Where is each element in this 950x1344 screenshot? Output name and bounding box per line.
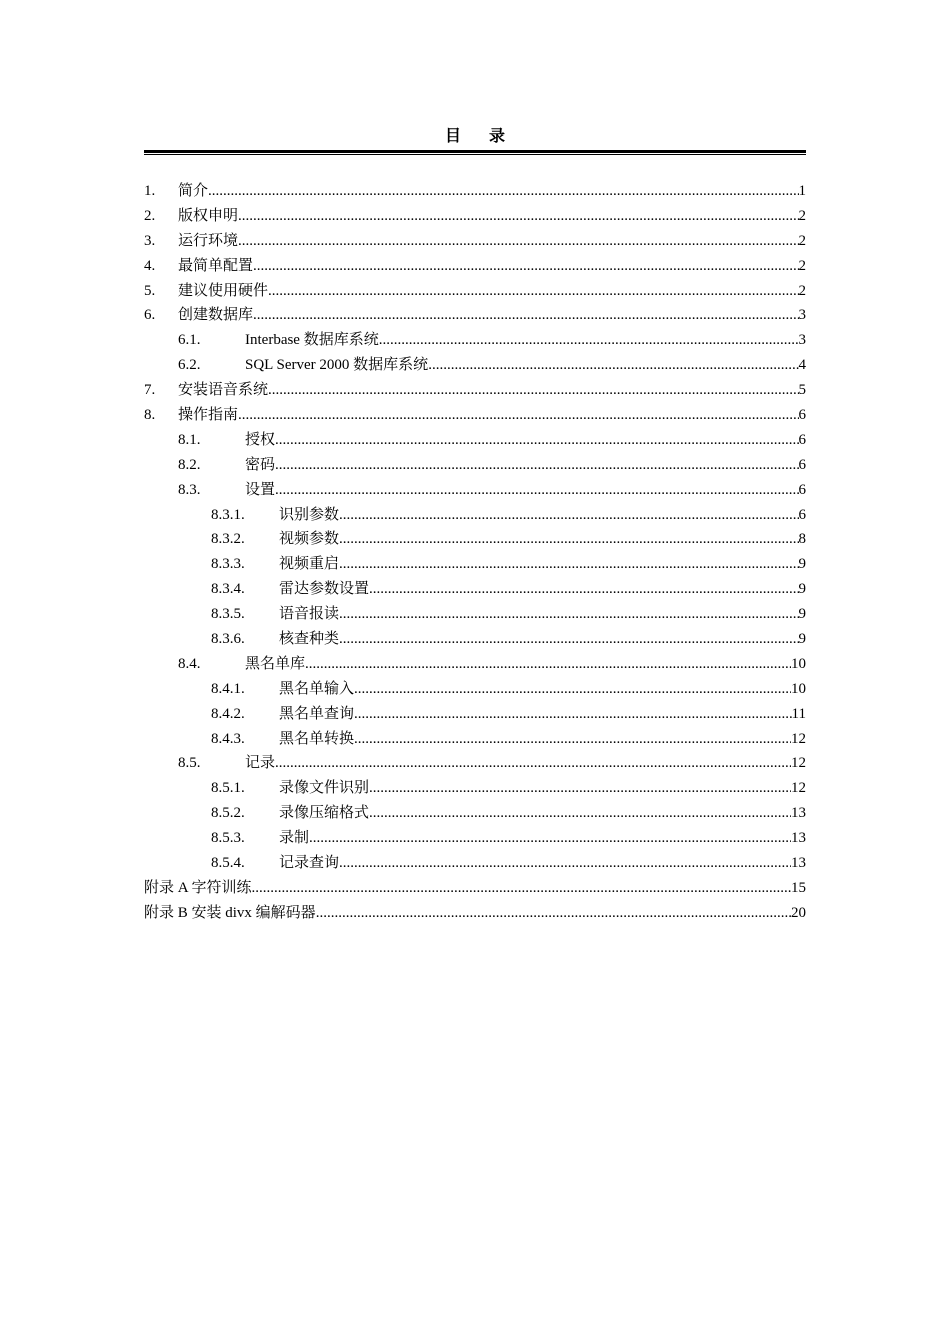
toc-entry-number: 6. [144,307,156,324]
toc-entry-page: 3 [798,332,806,349]
dot-leader [268,279,798,303]
toc-entry-page: 6 [798,456,806,473]
toc-entry-number: 8.2. [178,456,201,473]
toc-entry-label: 录像压缩格式 [279,801,369,825]
dot-leader [354,727,791,751]
toc-entry[interactable] [144,179,806,204]
dot-leader [275,751,791,775]
toc-entry-label: 最简单配置 [178,254,253,278]
toc-entry-page: 2 [798,257,806,274]
toc-entry-page: 6 [798,481,806,498]
toc-entry-label: 记录 [245,751,275,775]
dot-leader [354,677,791,701]
toc-entry[interactable] [144,403,806,428]
toc-entry[interactable] [144,204,806,229]
dot-leader [339,627,798,651]
toc-entry-number: 5. [144,282,156,299]
toc-entry-label: SQL Server 2000 数据库系统 [245,353,428,377]
toc-entry-label: 黑名单查询 [279,702,354,726]
toc-entry-page: 13 [791,855,806,872]
toc-entry-number: 8.3.3. [211,556,245,573]
toc-entry-label: 授权 [245,428,275,452]
toc-entry-page: 2 [798,207,806,224]
toc-entry-label: 黑名单转换 [279,727,354,751]
dot-leader [379,328,799,352]
dot-leader [369,801,791,825]
toc-entry-number: 8.5.4. [211,855,245,872]
table-of-contents [144,179,806,926]
dot-leader [339,851,791,875]
toc-entry[interactable] [144,328,806,353]
toc-entry-label: 创建数据库 [178,303,253,327]
toc-entry-number: 8.3.5. [211,606,245,623]
toc-entry-page: 11 [791,705,806,722]
toc-entry-number: 7. [144,382,156,399]
toc-entry[interactable] [144,801,806,826]
dot-leader [354,702,792,726]
toc-entry-page: 20 [791,904,806,921]
toc-entry[interactable] [144,826,806,851]
toc-entry-number: 8.5. [178,755,201,772]
dot-leader [339,602,798,626]
toc-entry-page: 15 [791,879,806,896]
dot-leader [238,229,798,253]
toc-entry-label: 附录 A 字符训练 [144,876,252,900]
toc-entry[interactable] [144,776,806,801]
toc-entry-number: 1. [144,183,156,199]
dot-leader [253,254,798,278]
toc-entry-number: 8.5.2. [211,805,245,822]
toc-entry-number: 3. [144,232,156,249]
dot-leader [339,527,798,551]
toc-entry-page: 1 [798,183,806,199]
toc-entry-label: 记录查询 [279,851,339,875]
heading-rule-thin [144,154,806,155]
toc-entry-label: 操作指南 [178,403,238,427]
toc-entry-number: 6.1. [178,332,201,349]
toc-entry[interactable] [144,254,806,279]
toc-entry[interactable] [144,428,806,453]
toc-entry-number: 8.4. [178,655,201,672]
toc-entry-label: 密码 [245,453,275,477]
toc-entry[interactable] [144,577,806,602]
heading-rule-thick [144,150,806,153]
toc-entry-page: 6 [798,431,806,448]
toc-entry[interactable] [144,627,806,652]
toc-entry-number: 8.1. [178,431,201,448]
toc-entry-label: 设置 [245,478,275,502]
dot-leader [428,353,798,377]
toc-entry-number: 8.5.3. [211,830,245,847]
toc-entry-page: 9 [798,606,806,623]
toc-entry[interactable] [144,652,806,677]
toc-entry-number: 8.4.2. [211,705,245,722]
toc-entry-page: 2 [798,282,806,299]
toc-entry-number: 8. [144,407,156,424]
toc-entry-label: 黑名单库 [245,652,305,676]
toc-entry-page: 4 [798,357,806,374]
toc-entry-page: 9 [798,581,806,598]
dot-leader [208,179,798,203]
toc-entry[interactable] [144,727,806,752]
toc-heading: 目 录 [444,128,517,145]
dot-leader [238,204,798,228]
toc-entry-page: 12 [791,780,806,797]
toc-entry-number: 4. [144,257,156,274]
toc-entry-label: 运行环境 [178,229,238,253]
toc-entry-page: 9 [798,556,806,573]
toc-entry[interactable] [144,453,806,478]
toc-entry-label: 录像文件识别 [279,776,369,800]
dot-leader [309,826,791,850]
toc-entry-page: 6 [798,506,806,523]
toc-entry[interactable] [144,751,806,776]
toc-entry-label: 黑名单输入 [279,677,354,701]
toc-entry-number: 8.3.4. [211,581,245,598]
toc-entry-page: 9 [798,631,806,648]
toc-entry[interactable] [144,279,806,304]
toc-entry-page: 8 [798,531,806,548]
toc-entry-number: 8.3. [178,481,201,498]
toc-entry[interactable] [144,602,806,627]
toc-entry[interactable] [144,353,806,378]
dot-leader [252,876,791,900]
toc-entry-appendix[interactable] [144,876,806,901]
toc-entry[interactable] [144,503,806,528]
toc-entry[interactable] [144,677,806,702]
toc-entry-appendix[interactable] [144,901,806,926]
toc-entry[interactable] [144,478,806,503]
toc-entry-page: 10 [791,655,806,672]
toc-entry-label: 附录 B 安装 divx 编解码器 [144,901,316,925]
toc-entry-page: 13 [791,805,806,822]
toc-entry[interactable] [144,229,806,254]
toc-entry[interactable] [144,378,806,403]
toc-entry[interactable] [144,527,806,552]
toc-entry[interactable] [144,552,806,577]
toc-entry-page: 12 [791,755,806,772]
toc-entry-page: 13 [791,830,806,847]
dot-leader [268,378,798,402]
toc-entry-number: 8.4.1. [211,680,245,697]
toc-entry-page: 12 [791,730,806,747]
dot-leader [275,453,798,477]
dot-leader [275,428,798,452]
toc-entry[interactable] [144,851,806,876]
toc-entry-label: 简介 [178,179,208,203]
toc-entry-label: 版权申明 [178,204,238,228]
toc-entry-number: 8.3.1. [211,506,245,523]
dot-leader [369,776,791,800]
toc-entry[interactable] [144,702,806,727]
toc-entry-number: 8.5.1. [211,780,245,797]
toc-entry-page: 3 [798,307,806,324]
toc-entry-label: 语音报读 [279,602,339,626]
toc-entry-label: 视频参数 [279,527,339,551]
dot-leader [305,652,791,676]
toc-entry-page: 2 [798,232,806,249]
dot-leader [316,901,791,925]
toc-entry-number: 2. [144,207,156,224]
toc-entry-number: 8.3.6. [211,631,245,648]
toc-entry-label: 建议使用硬件 [178,279,268,303]
toc-entry-page: 10 [791,680,806,697]
dot-leader [238,403,798,427]
dot-leader [253,303,798,327]
dot-leader [339,503,798,527]
toc-entry-label: Interbase 数据库系统 [245,328,379,352]
dot-leader [275,478,798,502]
toc-entry-page: 5 [798,382,806,399]
toc-entry-label: 视频重启 [279,552,339,576]
toc-entry-number: 8.4.3. [211,730,245,747]
toc-entry-number: 6.2. [178,357,201,374]
toc-entry-label: 安装语音系统 [178,378,268,402]
toc-entry-label: 核查种类 [279,627,339,651]
dot-leader [339,552,798,576]
toc-entry-label: 识别参数 [279,503,339,527]
toc-entry[interactable] [144,303,806,328]
toc-entry-number: 8.3.2. [211,531,245,548]
dot-leader [369,577,798,601]
toc-entry-label: 雷达参数设置 [279,577,369,601]
toc-entry-label: 录制 [279,826,309,850]
toc-entry-page: 6 [798,407,806,424]
